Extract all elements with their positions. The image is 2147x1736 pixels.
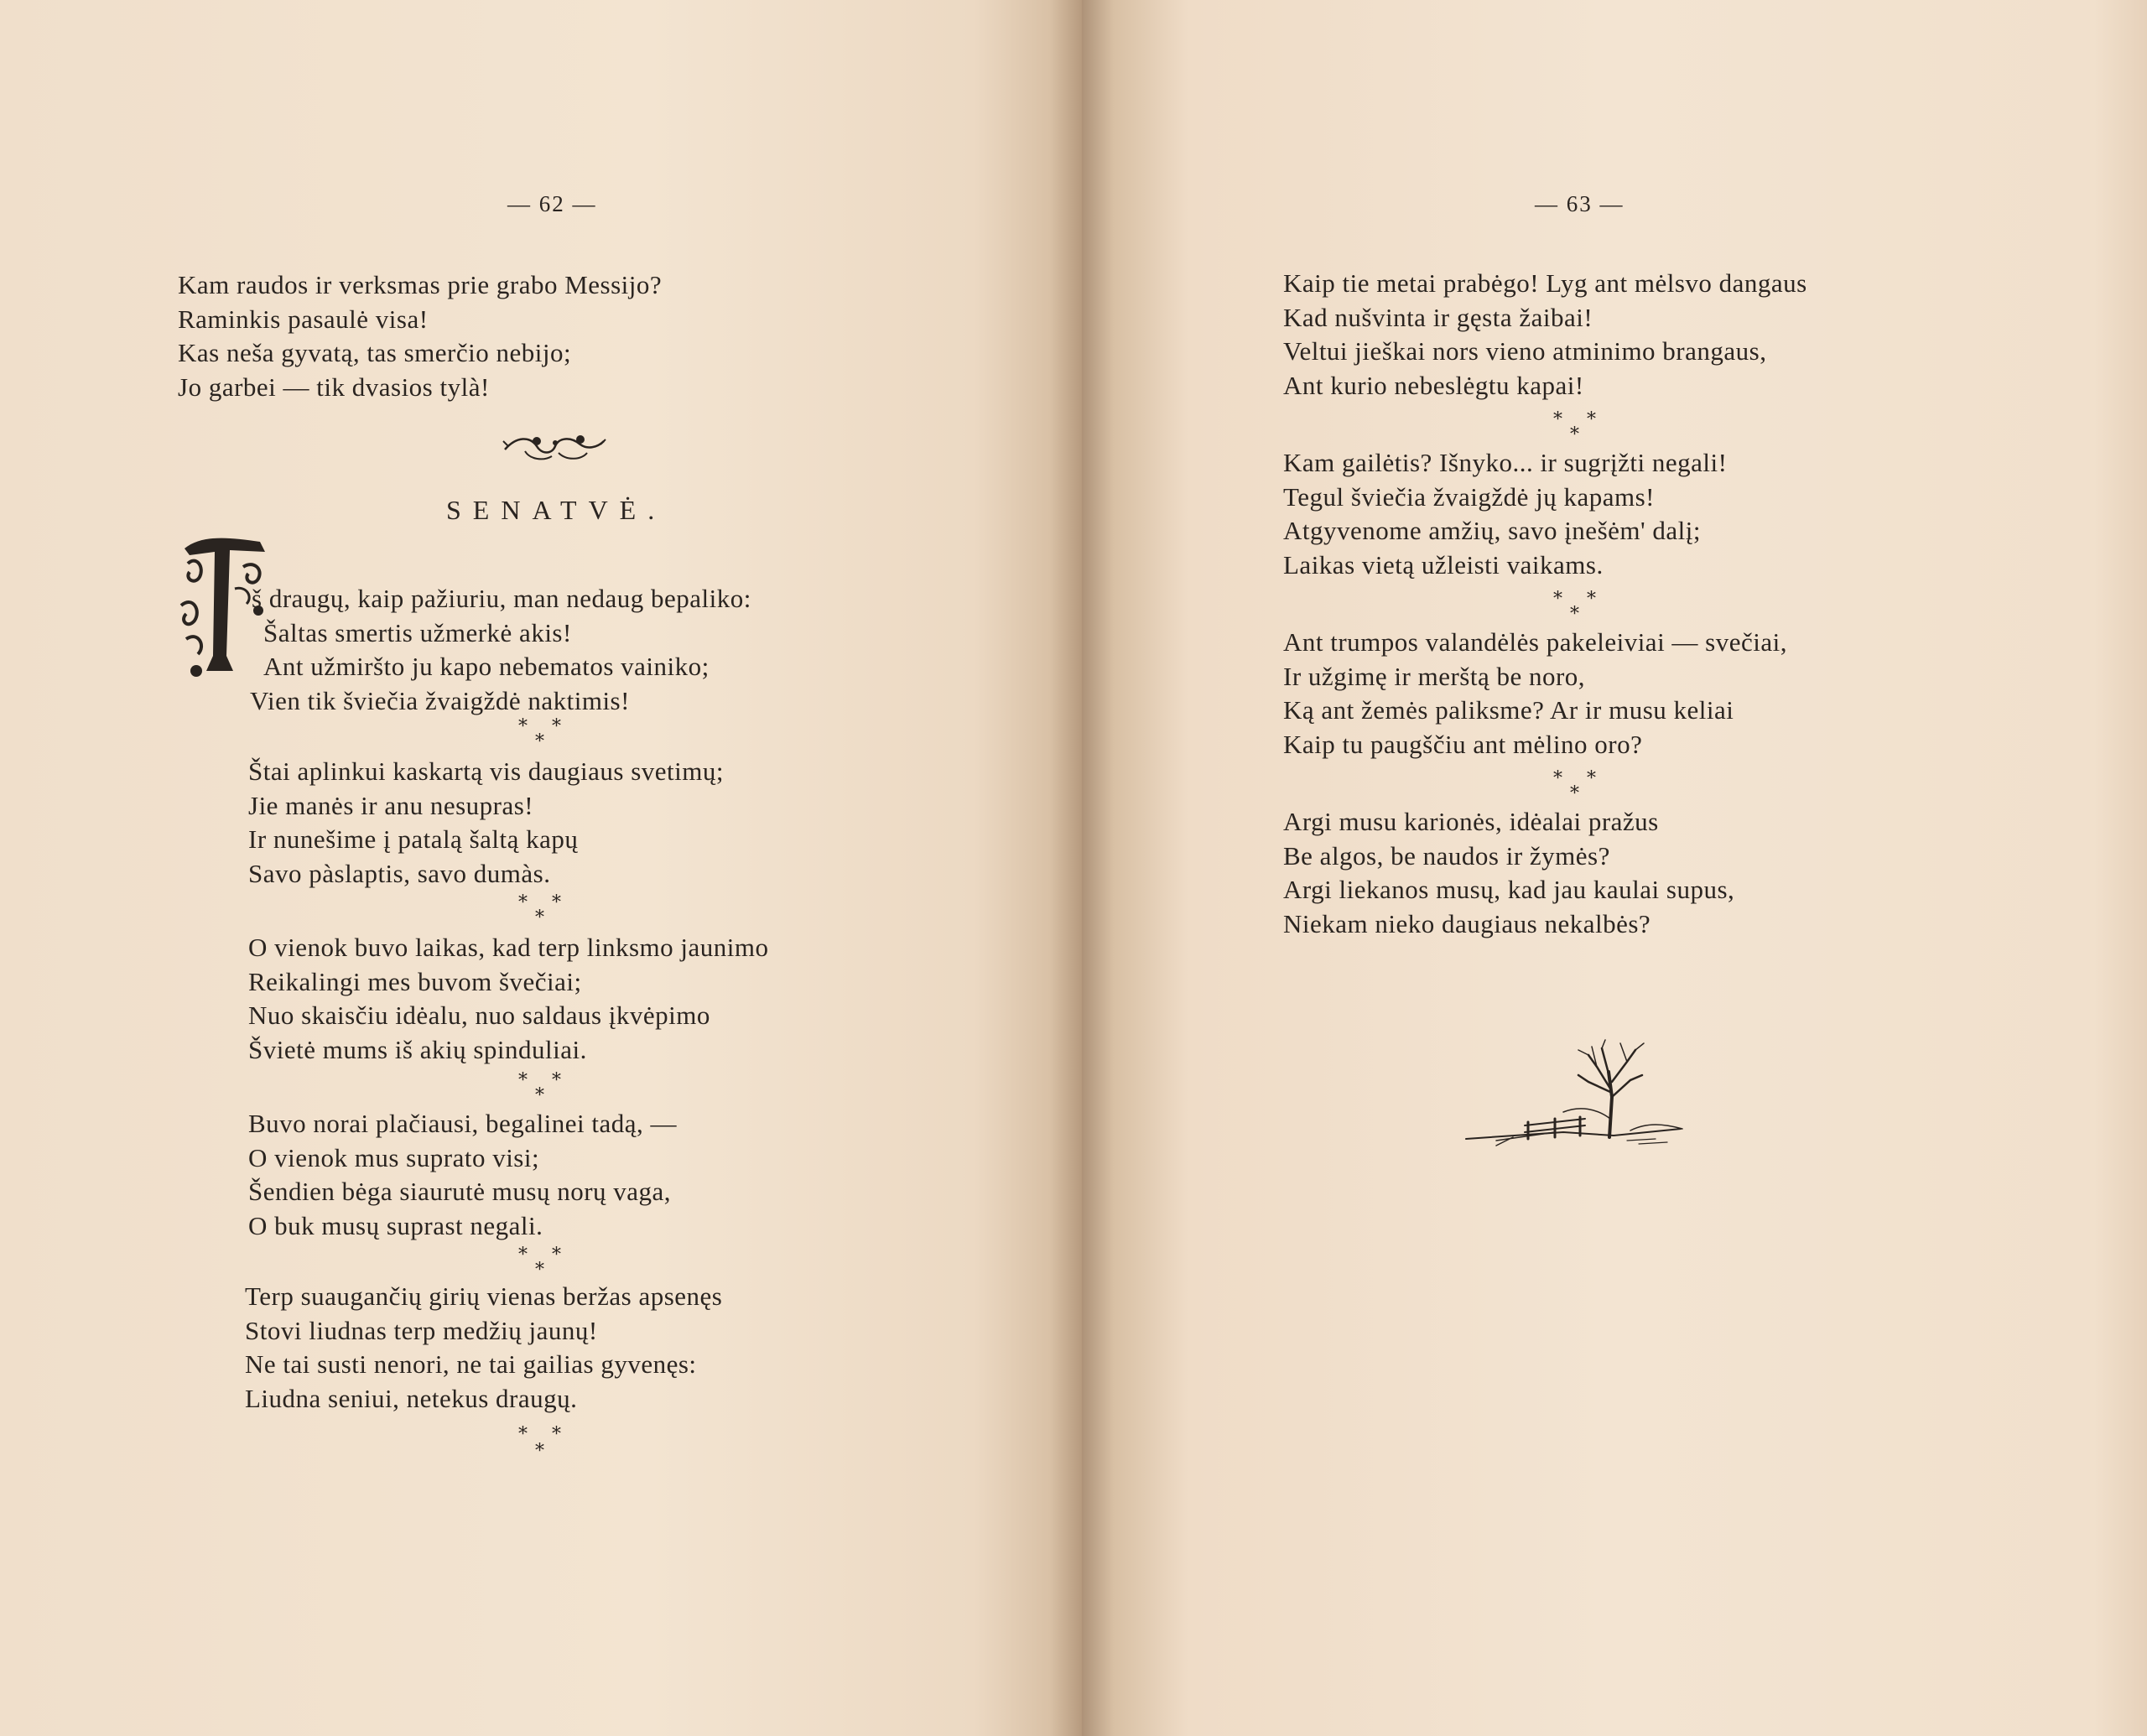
verse-line: Nuo skaisčiu idėalu, nuo saldaus įkvėpimo xyxy=(248,1001,710,1030)
asterism-separator: * * * xyxy=(518,716,561,752)
asterism-separator: * * * xyxy=(518,892,561,928)
verse-line: Vien tik šviečia žvaigždė naktimis! xyxy=(250,685,630,715)
stanza-3 xyxy=(248,931,769,1067)
verse-line: Štai aplinkui kaskartą vis daugiaus svetimų; xyxy=(248,756,724,786)
page-number-right: — 63 — xyxy=(1535,191,1625,216)
verse-line: Niekam nieko daugiaus nekalbės? xyxy=(1283,908,1651,938)
verse-line: Argi liekanos musų, kad jau kaulai supus, xyxy=(1283,875,1735,904)
verse-line: Be algos, be naudos ir žymės? xyxy=(1283,840,1610,871)
verse-line: Ką ant žemės paliksme? Ar ir musu keliai xyxy=(1283,695,1734,725)
verse-line: š draugų, kaip pažiuriu, man nedaug bepaliko: xyxy=(252,584,751,613)
verse-line: Šendien bėga siaurutė musų norų vaga, xyxy=(248,1177,672,1206)
asterism-separator: * * * xyxy=(518,1245,561,1281)
verse-line: Jie manės ir anu nesupras! xyxy=(248,790,534,820)
verse-line: Kas neša gyvatą, tas smerčio nebijo; xyxy=(178,338,572,367)
verse-line: Jo garbei — tik dvasios tylà! xyxy=(178,372,490,402)
verse-line: Reikalingi mes buvom švečiai; xyxy=(248,966,582,996)
verse-line: Ant kurio nebeslėgtu kapai! xyxy=(1283,370,1584,400)
verse-line: Ant trumpos valandėlės pakeleiviai — svečiai, xyxy=(1283,627,1787,657)
verse-line: Laikas vietą užleisti vaikams. xyxy=(1283,549,1604,580)
verse-line: Kaip tie metai prabėgo! Lyg ant mėlsvo dangaus xyxy=(1283,268,1807,298)
verse-line: Raminkis pasaulė visa! xyxy=(178,304,429,334)
verse-line: Kad nušvinta ir gęsta žaibai! xyxy=(1283,302,1593,332)
floral-ornament-icon xyxy=(500,428,609,466)
verse-line: Veltui jieškai nors vieno atminimo brangaus, xyxy=(1283,336,1767,366)
verse-line: Šaltas smertis užmerkė akis! xyxy=(263,617,572,647)
verse-line: Savo pàslaptis, savo dumàs. xyxy=(248,858,551,888)
stanza-5 xyxy=(245,1280,722,1416)
verse-line: Ne tai susti nenori, ne tai gailias gyvenęs: xyxy=(245,1349,697,1379)
verse-line: Kam raudos ir verksmas prie grabo Messijo? xyxy=(178,270,663,299)
stanza-4 xyxy=(1283,805,1734,941)
asterism-separator: * * * xyxy=(518,1424,561,1462)
verse-line: Argi musu karionės, idėalai pražus xyxy=(1283,807,1659,836)
verse-line: Ir nunešime į patalą šaltą kapų xyxy=(248,824,579,854)
verse-line: Ant užmiršto ju kapo nebematos vainiko; xyxy=(263,652,710,681)
stanza-2 xyxy=(248,755,724,891)
verse-line: O vienok buvo laikas, kad terp linksmo jaunimo xyxy=(248,933,769,962)
verse-line: Tegul šviečia žvaigždė jų kapams! xyxy=(1283,481,1655,512)
asterism-separator: * * * xyxy=(1553,768,1596,804)
verse-line: O buk musų suprast negali. xyxy=(248,1210,543,1240)
asterism-separator: * * * xyxy=(518,1070,561,1106)
stanza-intro xyxy=(178,268,662,404)
asterism-separator: * * * xyxy=(1553,589,1596,625)
verse-line: Liudna seniui, netekus draugų. xyxy=(245,1383,578,1413)
poem-title: SENATVĖ. xyxy=(446,495,667,525)
verse-line: Atgyvenome amžių, savo įnešėm' dalį; xyxy=(1283,516,1701,545)
verse-line: Kam gailėtis? Išnyko... ir sugrįžti negali! xyxy=(1283,448,1728,477)
verse-line: Kaip tu paugščiu ant mėlino oro? xyxy=(1283,729,1643,759)
page-number-left: — 62 — xyxy=(507,191,597,216)
stanza-3 xyxy=(1283,626,1787,761)
verse-line: Stovi liudnas terp medžių jaunų! xyxy=(245,1315,598,1345)
landscape-tree-vignette-icon xyxy=(1463,1038,1723,1147)
right-page xyxy=(1082,0,2147,1736)
verse-line: Švietė mums iš akių spinduliai. xyxy=(248,1034,587,1064)
stanza-4 xyxy=(248,1107,677,1243)
stanza-1 xyxy=(252,582,751,718)
stanza-1 xyxy=(1283,267,1807,403)
verse-line: Terp suaugančių girių vienas beržas apsenęs xyxy=(245,1281,723,1311)
verse-line: Ir užgimę ir merštą be noro, xyxy=(1283,661,1586,691)
asterism-separator: * * * xyxy=(1553,409,1596,445)
verse-line: Buvo norai plačiausi, begalinei tadą, — xyxy=(248,1109,678,1138)
stanza-2 xyxy=(1283,446,1727,582)
verse-line: O vienok mus suprato visi; xyxy=(248,1142,540,1172)
